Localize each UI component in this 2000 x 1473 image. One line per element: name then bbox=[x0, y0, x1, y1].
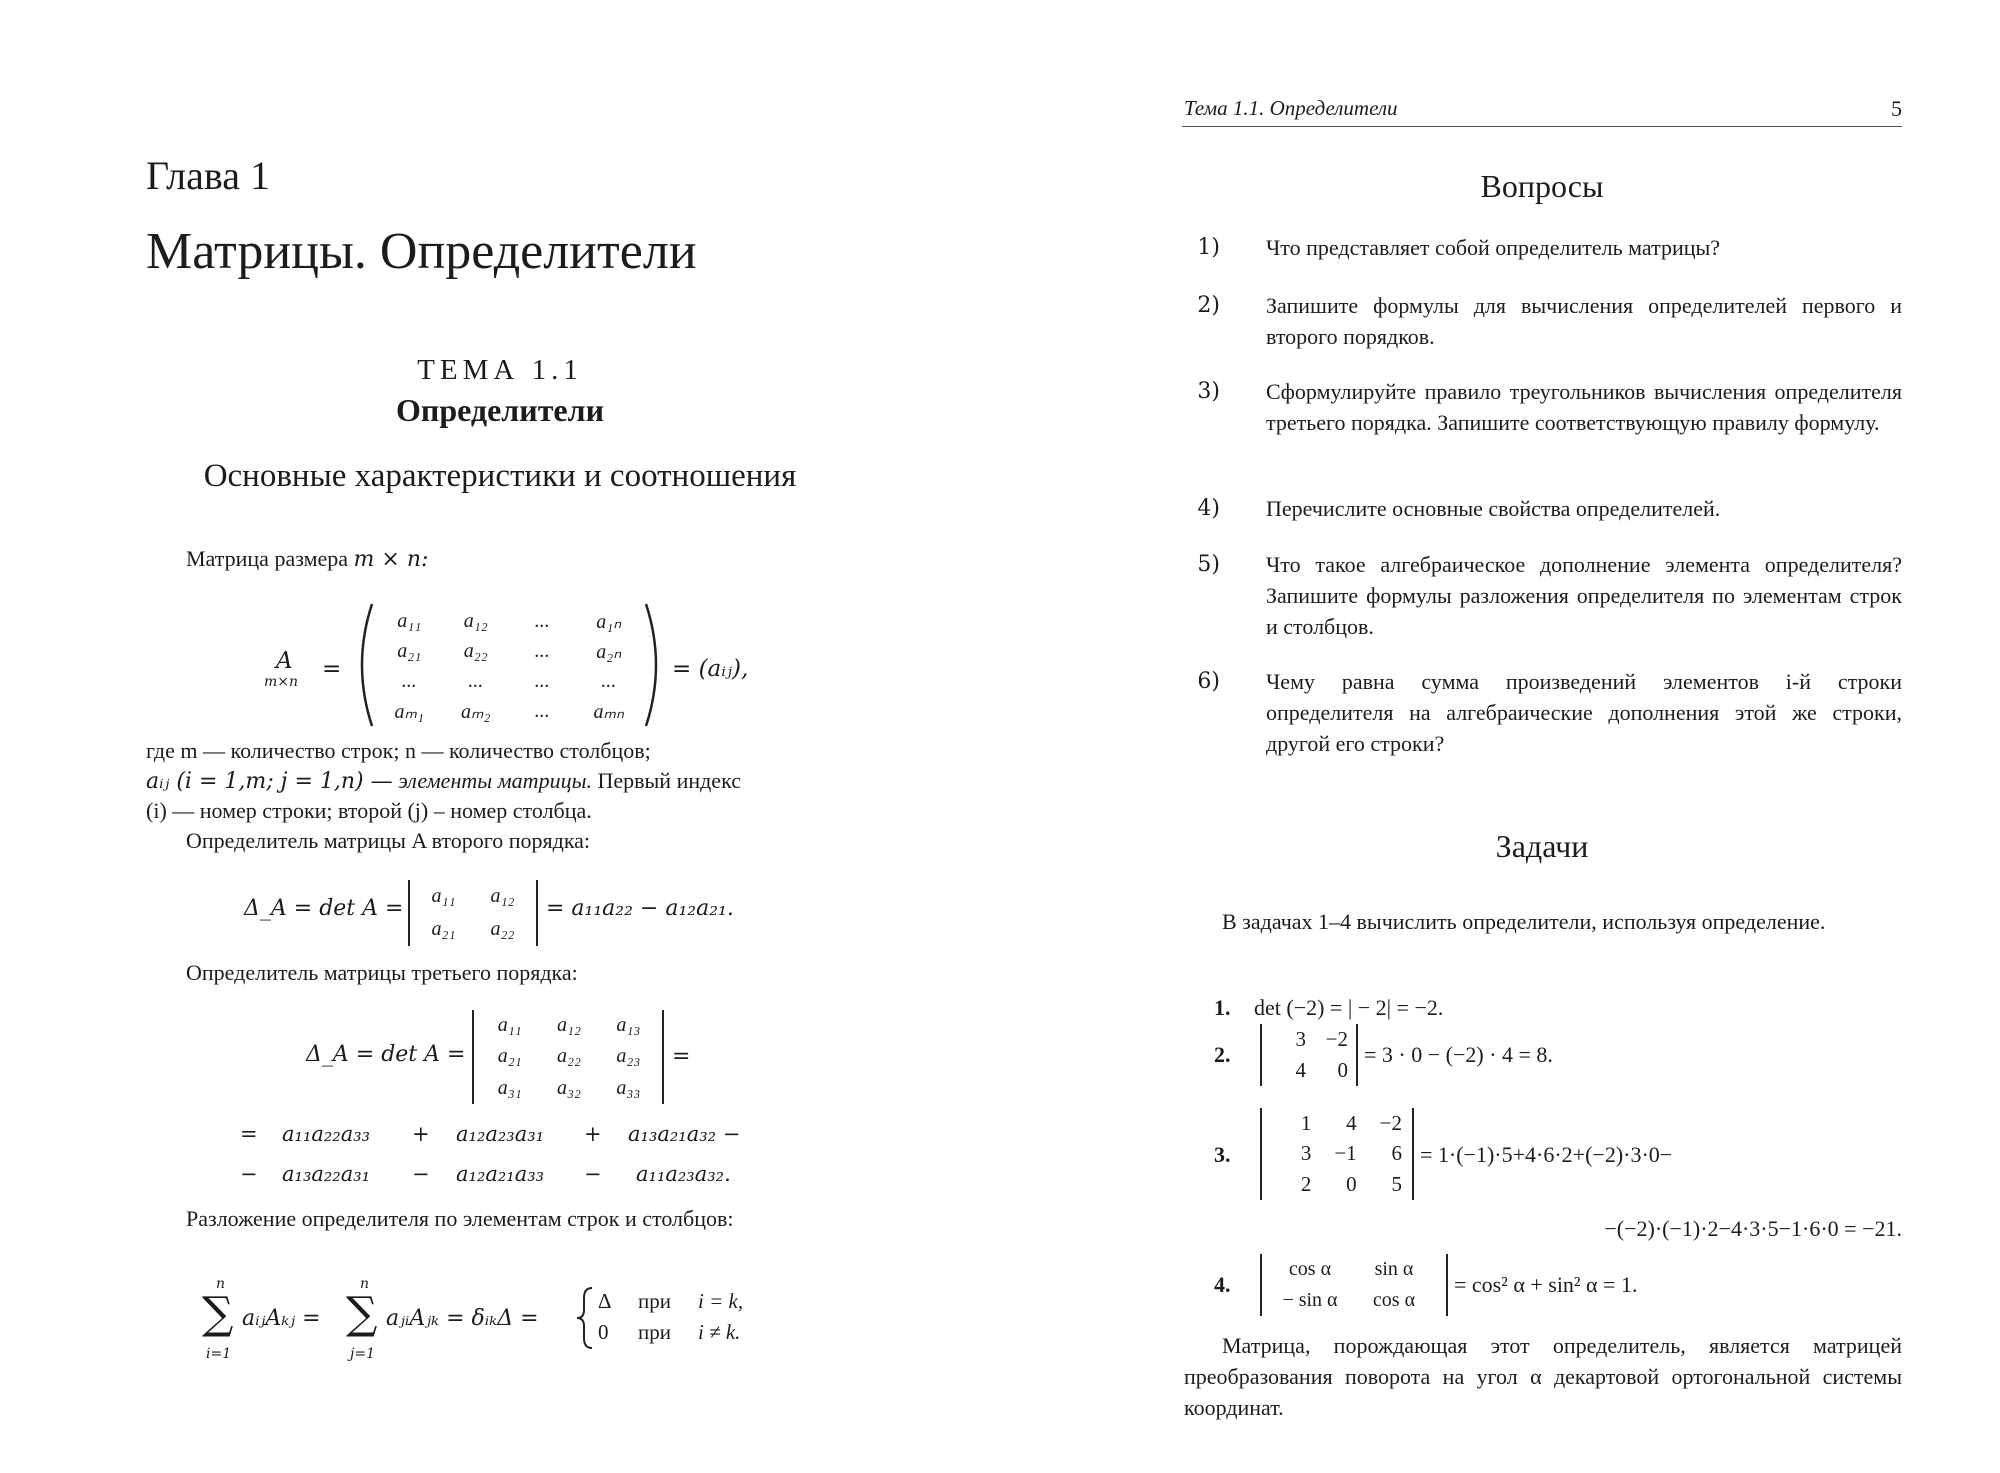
task4-rhs: = cos² α + sin² α = 1. bbox=[1454, 1272, 1638, 1297]
matrix-cell: ... bbox=[401, 669, 417, 692]
topic-title: Определители bbox=[396, 392, 604, 428]
det3-cell: a₂₂ bbox=[557, 1045, 581, 1068]
question-text: Сформулируйте правило треугольников вычисления определителя третьего порядка. Запишите соответствующую правилу формулу. bbox=[1266, 379, 1902, 435]
matrix-cell: ... bbox=[534, 699, 550, 722]
task3-cells bbox=[1266, 1108, 1408, 1200]
expand-line1-op1: + bbox=[412, 1122, 430, 1146]
task2-cell: 4 bbox=[1295, 1058, 1306, 1082]
task3-left-bar bbox=[1260, 1108, 1262, 1200]
task2-cell: −2 bbox=[1325, 1027, 1348, 1051]
matrix-a-sub: m×n bbox=[264, 674, 299, 690]
matrix-right-paren bbox=[642, 600, 668, 730]
where-line: где m — количество строк; n — количество столбцов; bbox=[146, 738, 651, 763]
expansion-intro: Разложение определителя по элементам строк и столбцов: bbox=[186, 1206, 734, 1231]
expand-line1-t1: a₁₁a₂₂a₃₃ bbox=[282, 1122, 371, 1146]
cases-grid bbox=[598, 1286, 784, 1348]
elements-rest: Первый индекс bbox=[597, 768, 741, 793]
matrix-cell: a₁₁ bbox=[397, 609, 422, 632]
question-text: Запишите формулы для вычисления определителей первого и второго порядков. bbox=[1266, 293, 1902, 349]
sum2-top: n bbox=[360, 1276, 370, 1292]
sum2-body: aⱼᵢAⱼₖ = δᵢₖΔ = bbox=[386, 1306, 539, 1331]
tasks-title: Задачи bbox=[1495, 828, 1589, 864]
closing-paragraph: Матрица, порождающая этот определитель, является матрицей преобразования поворота на угол α декартовой ортогональной системы координат. bbox=[1184, 1333, 1902, 1420]
task3-cell: 6 bbox=[1391, 1141, 1402, 1166]
task3-cell: 2 bbox=[1300, 1172, 1312, 1197]
task4-number: 4. bbox=[1214, 1272, 1231, 1297]
task3-cell: 5 bbox=[1391, 1172, 1402, 1197]
task2-rhs: = 3 · 0 − (−2) · 4 = 8. bbox=[1364, 1042, 1553, 1067]
sum1-bottom: i=1 bbox=[206, 1346, 232, 1362]
matrix-left-paren bbox=[350, 600, 376, 730]
matrix-cell: a₂₂ bbox=[463, 639, 488, 662]
det3-cell: a₁₃ bbox=[616, 1014, 641, 1037]
expand-line2-op0: − bbox=[240, 1162, 258, 1186]
question-number: 6) bbox=[1197, 669, 1220, 694]
task3-cell: 1 bbox=[1300, 1110, 1312, 1135]
sum1-sigma-icon: ∑ bbox=[202, 1288, 234, 1339]
matrix-cells bbox=[376, 606, 642, 726]
tasks-intro: В задачах 1–4 вычислить определители, используя определение. bbox=[1222, 909, 1826, 934]
det2-rhs: = a₁₁a₂₂ − a₁₂a₂₁. bbox=[546, 896, 734, 921]
matrix-a-equals: = bbox=[322, 656, 342, 682]
expand-line1-eq: = bbox=[240, 1122, 258, 1146]
elements-line bbox=[146, 768, 741, 794]
task4-cell: sin α bbox=[1374, 1258, 1414, 1280]
question-number: 5) bbox=[1197, 552, 1220, 577]
task4-right-bar bbox=[1446, 1254, 1448, 1316]
task3-cell: −1 bbox=[1334, 1141, 1357, 1166]
task3-cell: 3 bbox=[1300, 1141, 1312, 1166]
question-number: 1) bbox=[1197, 235, 1220, 260]
topic-label: ТЕМА 1.1 bbox=[417, 354, 583, 386]
det3-cell: a₁₂ bbox=[557, 1014, 581, 1037]
case-condition: i ≠ k. bbox=[698, 1320, 741, 1344]
task3-cell: 0 bbox=[1346, 1172, 1357, 1197]
sum1-body: aᵢⱼAₖⱼ = bbox=[242, 1306, 321, 1331]
task3-cell: 4 bbox=[1346, 1110, 1357, 1135]
det2-cell: a₂₁ bbox=[431, 918, 456, 940]
question-number: 4) bbox=[1197, 496, 1220, 521]
task2-left-bar bbox=[1260, 1024, 1262, 1086]
cases-brace-icon bbox=[574, 1286, 596, 1350]
task3-continuation: −(−2)·(−1)·2−4·3·5−1·6·0 = −21. bbox=[1604, 1216, 1902, 1241]
matrix-cell: ... bbox=[534, 609, 550, 632]
task2-number: 2. bbox=[1214, 1042, 1231, 1067]
task4-cells bbox=[1268, 1254, 1436, 1316]
right-page bbox=[1160, 0, 2000, 1473]
question-text: Что такое алгебраическое дополнение элемента определителя? Запишите формулы разложения определителя по элементам строк и столбцов. bbox=[1266, 552, 1902, 639]
matrix-a-label: A bbox=[276, 648, 293, 674]
det2-cells bbox=[414, 880, 532, 946]
task1-number: 1. bbox=[1214, 995, 1231, 1020]
matrix-intro-dims: m × n: bbox=[353, 547, 429, 572]
det3-lhs: Δ_A = det A = bbox=[306, 1042, 466, 1067]
expand-line2-op2: − bbox=[584, 1162, 602, 1186]
expand-line2-t1: a₁₃a₂₂a₃₁ bbox=[282, 1162, 371, 1186]
case-word: при bbox=[638, 1289, 671, 1313]
det3-cells bbox=[480, 1010, 658, 1104]
task4-cell: cos α bbox=[1288, 1258, 1332, 1280]
question-text: Перечислите основные свойства определителей. bbox=[1266, 496, 1721, 521]
expand-line1-op2: + bbox=[584, 1122, 602, 1146]
sum1-top: n bbox=[216, 1276, 226, 1292]
matrix-cell: ... bbox=[601, 669, 617, 692]
task4-cell: − sin α bbox=[1282, 1289, 1338, 1311]
det2-cell: a₂₂ bbox=[490, 918, 515, 940]
task3-number: 3. bbox=[1214, 1142, 1231, 1167]
page-number: 5 bbox=[1891, 96, 1902, 121]
question-text: Чему равна сумма произведений элементов i-й строки определителя на алгебраические дополнения этой же строки, другой его строки? bbox=[1266, 669, 1902, 756]
det2-intro: Определитель матрицы A второго порядка: bbox=[186, 828, 591, 853]
matrix-cell: ... bbox=[534, 669, 550, 692]
task4-cell: cos α bbox=[1372, 1289, 1416, 1311]
task2-cells bbox=[1264, 1024, 1354, 1086]
case-value: Δ bbox=[598, 1289, 612, 1313]
det3-rhs: = bbox=[672, 1044, 691, 1069]
section-title: Основные характеристики и соотношения bbox=[203, 458, 797, 494]
det3-cell: a₃₂ bbox=[557, 1076, 581, 1099]
det3-right-bar bbox=[662, 1010, 664, 1104]
det2-cell: a₁₂ bbox=[490, 885, 515, 907]
elements-math: aᵢⱼ (i = 1,m; j = 1,n) — bbox=[146, 769, 393, 794]
expand-line2-t3: a₁₁a₂₃a₃₂. bbox=[636, 1162, 731, 1186]
det3-cell: a₂₁ bbox=[497, 1045, 522, 1068]
det3-intro: Определитель матрицы третьего порядка: bbox=[186, 960, 578, 985]
matrix-cell: aₘ₁ bbox=[394, 700, 424, 723]
det2-lhs: Δ_A = det A = bbox=[244, 896, 404, 921]
expand-line2-t2: a₁₂a₂₁a₃₃ bbox=[456, 1162, 545, 1186]
chapter-number: Глава 1 bbox=[146, 153, 270, 198]
task2-cell: 3 bbox=[1295, 1027, 1306, 1051]
expand-line1-t2: a₁₂a₂₃a₃₁ bbox=[456, 1122, 545, 1146]
det3-cell: a₃₃ bbox=[616, 1076, 641, 1099]
det3-left-bar bbox=[472, 1010, 474, 1104]
case-condition: i = k, bbox=[698, 1289, 744, 1313]
matrix-cell: a₂ₙ bbox=[596, 640, 622, 663]
matrix-cell: ... bbox=[534, 639, 550, 662]
det3-cell: a₂₃ bbox=[616, 1045, 641, 1068]
det2-cell: a₁₁ bbox=[431, 885, 456, 907]
matrix-intro-text: Матрица размера bbox=[186, 546, 349, 571]
matrix-cell: a₂₁ bbox=[397, 639, 422, 662]
det3-cell: a₁₁ bbox=[497, 1014, 522, 1037]
question-number: 3) bbox=[1197, 379, 1220, 404]
task1-text: det (−2) = | − 2| = −2. bbox=[1254, 995, 1444, 1020]
running-head: Тема 1.1. Определители bbox=[1184, 96, 1398, 120]
sum2-bottom: j=1 bbox=[350, 1346, 375, 1362]
case-word: при bbox=[638, 1320, 671, 1344]
matrix-cell: a₁ₙ bbox=[596, 610, 622, 633]
sum2-sigma-icon: ∑ bbox=[346, 1288, 378, 1339]
matrix-intro bbox=[186, 546, 428, 572]
task3-cell: −2 bbox=[1379, 1110, 1402, 1135]
matrix-tail: = (aᵢⱼ), bbox=[672, 656, 749, 682]
task3-right-bar bbox=[1412, 1108, 1414, 1200]
det3-cell: a₃₁ bbox=[497, 1076, 522, 1099]
matrix-cell: a₁₂ bbox=[463, 609, 488, 632]
task2-right-bar bbox=[1356, 1024, 1358, 1086]
task3-rhs: = 1·(−1)·5+4·6·2+(−2)·3·0− bbox=[1420, 1142, 1673, 1167]
index-line: (i) — номер строки; второй (j) – номер столбца. bbox=[146, 798, 592, 823]
matrix-cell: aₘ₂ bbox=[461, 700, 491, 723]
header-rule bbox=[1182, 126, 1902, 127]
case-value: 0 bbox=[598, 1320, 609, 1344]
questions-title: Вопросы bbox=[1480, 168, 1604, 204]
task4-left-bar bbox=[1260, 1254, 1262, 1316]
expand-line1-t3: a₁₃a₂₁a₃₂ − bbox=[628, 1122, 741, 1146]
matrix-cell: ... bbox=[468, 669, 484, 692]
det2-left-bar bbox=[408, 880, 410, 946]
elements-italic: элементы матрицы. bbox=[398, 768, 592, 793]
chapter-title: Матрицы. Определители bbox=[146, 223, 697, 280]
det2-right-bar bbox=[536, 880, 538, 946]
question-number: 2) bbox=[1197, 293, 1220, 318]
expand-line2-op1: − bbox=[412, 1162, 430, 1186]
task2-cell: 0 bbox=[1337, 1058, 1348, 1082]
matrix-cell: aₘₙ bbox=[593, 700, 624, 723]
question-text: Что представляет собой определитель матрицы? bbox=[1266, 235, 1721, 260]
